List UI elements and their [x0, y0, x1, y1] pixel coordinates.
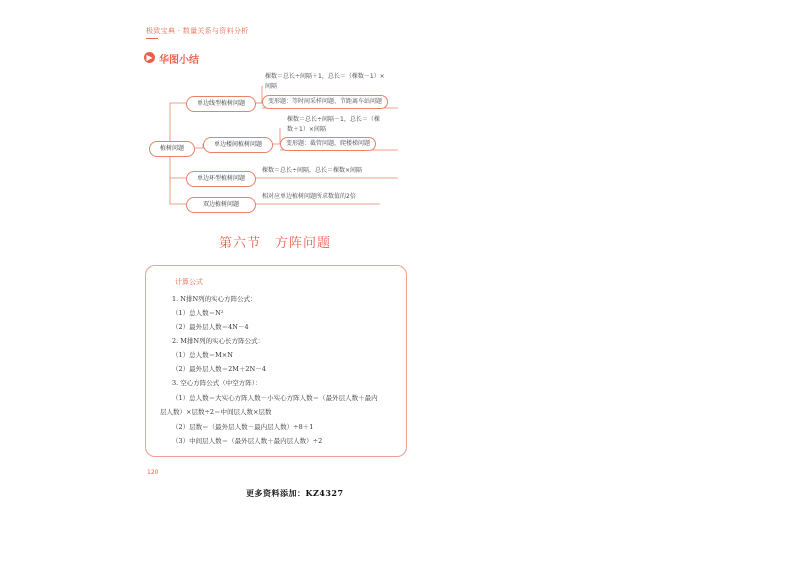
running-header: 极致宝典 · 数量关系与资料分析	[146, 27, 249, 35]
formula-line: 3. 空心方阵公式（中空方阵）：	[172, 379, 262, 387]
formula-line: （2）最外层人数＝4N－4	[172, 323, 249, 331]
leaf-building-formula-1: 棵数＝总长÷间隔－1，总长＝（棵	[287, 116, 380, 123]
mind-map-root: 植树问题	[149, 141, 195, 157]
formula-line: （2）层数＝（最外层人数－最内层人数）÷8＋1	[172, 423, 314, 431]
leaf-building-formula-2: 数＋1）×间隔	[287, 126, 326, 133]
play-icon: ▶	[144, 52, 155, 63]
leaf-line-variant: 变形题：等时间采样问题、节距离车站问题	[262, 95, 388, 109]
formula-line: （1）总人数＝M×N	[172, 351, 233, 359]
formula-line: 层人数）×层数÷2＝中间层人数×层数	[160, 408, 272, 416]
leaf-building-variant: 变形题：截管问题，爬楼梯问题	[280, 137, 376, 151]
formula-line: 1. N排N列的实心方阵公式：	[172, 295, 257, 303]
leaf-ring-formula: 棵数＝总长÷间隔，总长＝棵数×间隔	[262, 167, 363, 174]
formula-line: （1）总人数＝大实心方阵人数－小实心方阵人数＝（最外层人数＋最内	[172, 394, 378, 402]
formula-line: （3）中间层人数＝（最外层人数＋最内层人数）÷2	[172, 437, 323, 445]
footer-note: 更多资料添加：KZ4327	[246, 488, 344, 498]
branch-double-planting: 双边植树问题	[186, 197, 256, 213]
formula-line: （2）最外层人数＝2M＋2N－4	[172, 365, 266, 373]
formula-line: 2. M排N列的实心长方阵公式：	[172, 337, 265, 345]
leaf-line-formula-2: 间隔	[265, 83, 278, 90]
section-title: 第六节 方阵问题	[218, 236, 331, 251]
page-number: 120	[147, 469, 159, 476]
branch-line-planting: 单边线型植树问题	[186, 96, 256, 112]
leaf-double-formula: 相对应单边植树问题所求数值的2倍	[262, 193, 356, 200]
summary-title: 华图小结	[159, 55, 199, 66]
leaf-line-formula-1: 棵数＝总长÷间隔＋1，总长＝（棵数－1）×	[265, 73, 385, 80]
branch-building-planting: 单边楼间植树问题	[203, 137, 273, 153]
branch-ring-planting: 单边环型植树问题	[186, 171, 256, 187]
formula-line: （1）总人数＝N²	[172, 309, 224, 317]
formula-heading: 计算公式	[175, 278, 203, 286]
